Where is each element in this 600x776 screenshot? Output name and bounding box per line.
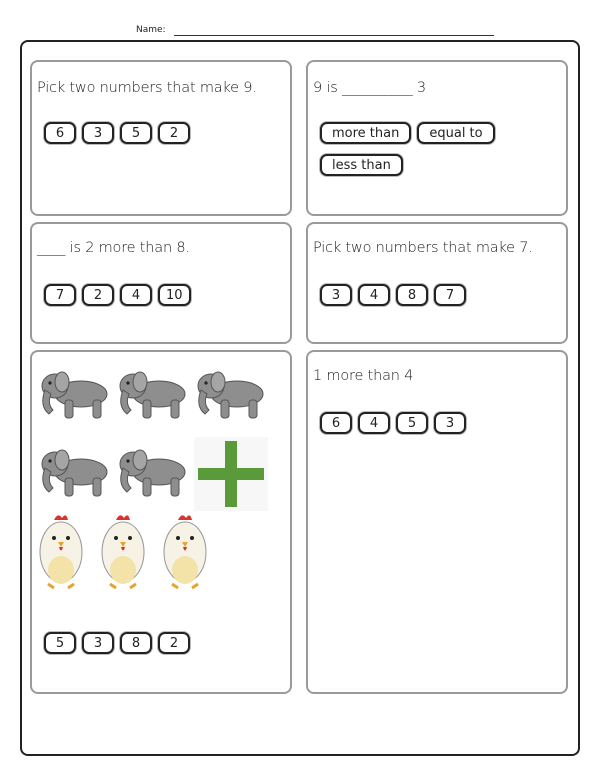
elephant-icon	[193, 366, 267, 422]
answer-choice[interactable]: 2	[158, 122, 190, 144]
answer-choices	[320, 154, 403, 176]
question-panel-5	[30, 350, 292, 694]
answer-choices	[44, 284, 191, 306]
elephant-icon	[115, 444, 189, 500]
answer-choice[interactable]: 4	[358, 284, 390, 306]
question-panel-4	[306, 222, 568, 344]
question-panel-1	[30, 60, 292, 216]
chicken-icon	[98, 512, 148, 590]
answer-choices	[44, 632, 190, 654]
answer-choice[interactable]: 5	[120, 122, 152, 144]
answer-choice[interactable]: 2	[158, 632, 190, 654]
answer-choices	[320, 284, 466, 306]
answer-choices	[44, 122, 190, 144]
answer-choices	[320, 412, 466, 434]
answer-choice[interactable]: 2	[82, 284, 114, 306]
elephant-icon	[37, 444, 111, 500]
question-prompt: Pick two numbers that make 9.	[37, 80, 257, 96]
answer-choices	[320, 122, 495, 144]
answer-choice[interactable]: more than	[320, 122, 411, 144]
question-panel-3	[30, 222, 292, 344]
answer-choice[interactable]: 3	[82, 632, 114, 654]
answer-choice[interactable]: 7	[434, 284, 466, 306]
question-prompt: Pick two numbers that make 7.	[313, 240, 533, 256]
answer-choice[interactable]: 3	[82, 122, 114, 144]
question-prompt: 1 more than 4	[313, 368, 414, 384]
answer-choice[interactable]: 8	[396, 284, 428, 306]
answer-choice[interactable]: 4	[358, 412, 390, 434]
question-panel-2	[306, 60, 568, 216]
answer-choice[interactable]: 3	[434, 412, 466, 434]
answer-choice[interactable]: 10	[158, 284, 191, 306]
question-prompt: 9 is __________ 3	[313, 80, 426, 96]
answer-choice[interactable]: 8	[120, 632, 152, 654]
chicken-icon	[36, 512, 86, 590]
answer-choice[interactable]: 7	[44, 284, 76, 306]
answer-choice[interactable]: 5	[44, 632, 76, 654]
question-panel-6	[306, 350, 568, 694]
elephant-icon	[37, 366, 111, 422]
question-prompt: ____ is 2 more than 8.	[37, 240, 190, 256]
answer-choice[interactable]: 5	[396, 412, 428, 434]
plus-icon	[194, 437, 268, 511]
answer-choice[interactable]: 6	[44, 122, 76, 144]
answer-choice[interactable]: 4	[120, 284, 152, 306]
answer-choice[interactable]: less than	[320, 154, 403, 176]
answer-choice[interactable]: equal to	[417, 122, 494, 144]
elephant-icon	[115, 366, 189, 422]
chicken-icon	[160, 512, 210, 590]
answer-choice[interactable]: 3	[320, 284, 352, 306]
name-field[interactable]	[174, 35, 494, 36]
answer-choice[interactable]: 6	[320, 412, 352, 434]
name-label: Name:	[136, 25, 166, 35]
